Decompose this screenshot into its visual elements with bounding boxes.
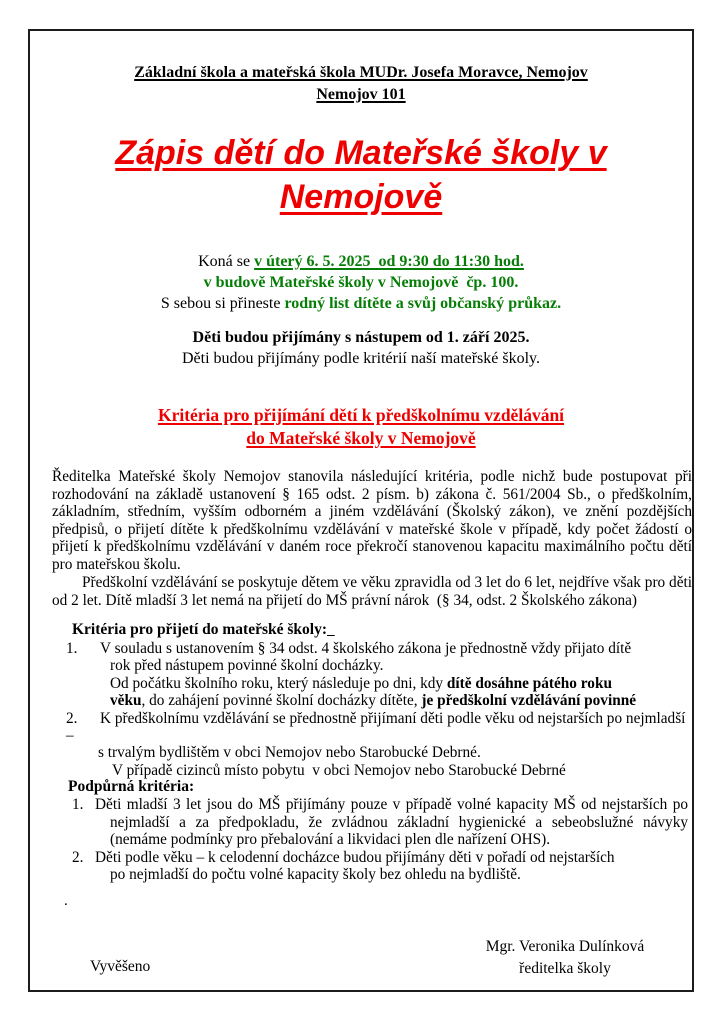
- event-date-highlight: v úterý 6. 5. 2025 od 9:30 do 11:30 hod.: [254, 253, 524, 270]
- support-item-1-text: Děti mladší 3 let jsou do MŠ přijímány pouze v případě volné kapacity MŠ od nejstarších po nejmladší a za předpokladu, že zvládnou základní hygienické a sebeobslužné návyky (nemáme podmínky pro přebalování a likvidaci plen dle nařízení OHS).: [95, 796, 688, 849]
- admission-item-2: [66, 710, 692, 745]
- support-item-2: [72, 849, 692, 867]
- page-title-line1: Zápis dětí do Mateřské školy v: [115, 134, 607, 172]
- admission-start-block: [30, 327, 692, 369]
- item-1-bold-phrase-b: věku: [110, 692, 142, 710]
- criteria-heading-line2: do Mateřské školy v Nemojově: [246, 428, 476, 448]
- signature-block: [445, 936, 685, 980]
- school-address-text: Nemojov 101: [316, 86, 406, 103]
- admission-item-1-line3: Od počátku školního roku, který následuje po dni, kdy dítě dosáhne pátého roku: [110, 674, 612, 692]
- support-item-1: [72, 796, 688, 849]
- support-item-2-line1: Děti podle věku – k celodenní docházce budou přijímány děti v pořadí od nejstarších: [95, 848, 615, 866]
- admission-start-line: Děti budou přijímány s nástupem od 1. září 2025.: [192, 329, 530, 346]
- admission-item-1-line4: věku, do zahájení povinné školní docházky dítěte, je předškolní vzdělávání povinné: [110, 692, 637, 710]
- signature-name: Mgr. Veronika Dulínková: [485, 938, 645, 955]
- stray-period-mark: .: [64, 893, 68, 909]
- event-date-prefix: Koná se: [198, 253, 255, 270]
- support-criteria-heading: Podpůrná kritéria:: [68, 778, 195, 795]
- admission-item-1-line2: rok před nástupem povinné školní docházky.: [110, 657, 384, 675]
- admission-criteria-list: [30, 640, 692, 779]
- criteria-heading-line1: Kritéria pro přijímání dětí k předškolnímu vzdělávání: [157, 405, 565, 425]
- event-info-block: [30, 251, 692, 314]
- bring-highlight: rodný list dítěte a svůj občanský průkaz.: [284, 295, 562, 312]
- support-item-2-line2: po nejmladší do počtu volné kapacity školy bez ohledu na bydliště.: [110, 866, 521, 884]
- support-item-1-marker: 1.: [72, 796, 84, 813]
- school-name: [30, 62, 692, 84]
- support-criteria-list: [30, 796, 692, 884]
- event-location-line: v budově Mateřské školy v Nemojově čp. 100.: [203, 274, 519, 291]
- letterhead: [30, 62, 692, 106]
- support-item-2-marker: 2.: [72, 848, 84, 866]
- page-title: [30, 131, 692, 219]
- item-1-bold-phrase-c: je předškolní vzdělávání povinné: [421, 692, 637, 710]
- admission-item-2-line3: V případě cizinců místo pobytu v obci Nemojov nebo Starobucké Debrné: [112, 761, 566, 779]
- item-2-marker: 2.: [66, 709, 78, 727]
- school-address: [30, 84, 692, 106]
- bring-prefix: S sebou si přineste: [160, 295, 285, 312]
- admission-item-1: [66, 640, 692, 657]
- posted-label: Vyvěšeno: [90, 958, 151, 975]
- admission-criteria-heading: Kritéria pro přijetí do mateřské školy:: [72, 621, 335, 639]
- item-1-line1: V souladu s ustanovením § 34 odst. 4 školského zákona je přednostně vždy přijato dítě: [100, 640, 632, 657]
- item-1-bold-phrase-a: dítě dosáhne pátého roku: [446, 674, 612, 692]
- heading-trailing-underline: [327, 621, 335, 638]
- school-name-text: Základní škola a mateřská škola MUDr. Josefa Moravce, Nemojov: [134, 64, 588, 81]
- age-range-paragraph: Předškolní vzdělávání se poskytuje dětem ve věku zpravidla od 3 let do 6 let, nejdříve však pro děti od 2 let. Dítě mladší 3 let nemá na přijetí do MŠ právní nárok (§ 34, odst. 2 Školského zákona): [52, 574, 696, 609]
- item-1-marker: 1.: [66, 640, 78, 657]
- criteria-section-heading: [30, 404, 692, 450]
- signature-role: ředitelka školy: [519, 960, 611, 977]
- admission-note-line: Děti budou přijímány podle kritérií naší mateřské školy.: [182, 350, 540, 367]
- document-border: [28, 29, 694, 992]
- page-title-line2: Nemojově: [279, 178, 443, 216]
- bring-documents-line: [30, 293, 692, 314]
- director-paragraph: Ředitelka Mateřské školy Nemojov stanovila následující kritéria, podle nichž bude postupovat při rozhodování na základě ustanovení § 165 odst. 2 písm. b) zákona č. 561/2004 Sb., o předškolním, základním, středním, vyšším odborném a jiném vzdělávání (Školský zákon), ve znění pozdějších předpisů, o přijetí dítěte k předškolnímu vzdělávání v mateřské škole v případě, kdy počet žádostí o přijetí k předškolnímu vzdělávání v daném roce překročí stanovenou kapacitu maximálního počtu dětí pro mateřskou školu.: [52, 468, 692, 573]
- item-2-line1: K předškolnímu vzdělávání se přednostně přijímaní děti podle věku od nejstarších po nejmladší –: [66, 709, 686, 745]
- event-date-line: [30, 251, 692, 272]
- admission-item-2-line2: s trvalým bydlištěm v obci Nemojov nebo Starobucké Debrné.: [98, 744, 481, 762]
